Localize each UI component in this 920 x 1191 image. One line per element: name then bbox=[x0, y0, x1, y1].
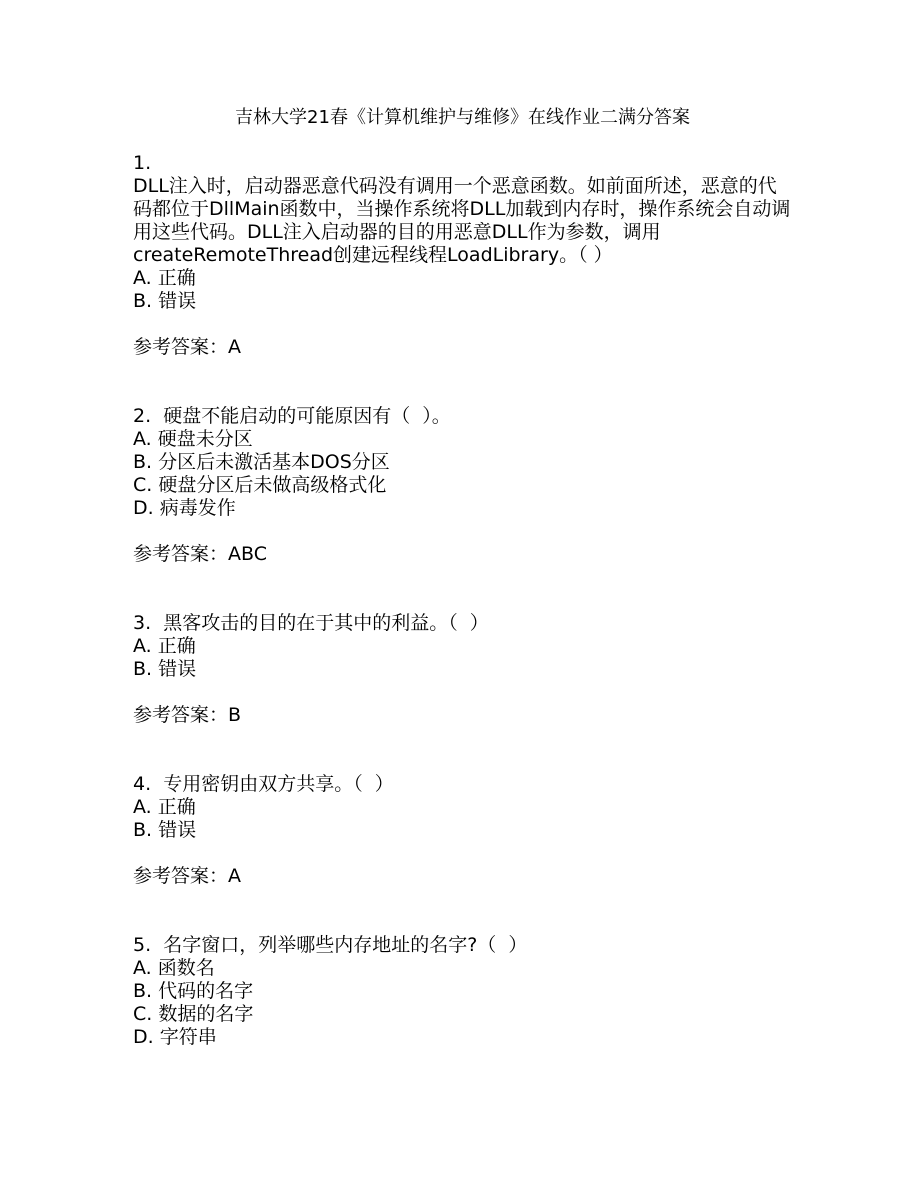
option-b: B. 代码的名字 bbox=[133, 980, 254, 1002]
question-number: 1. bbox=[133, 152, 152, 174]
answer-value: ABC bbox=[228, 543, 267, 565]
option-d: D. 病毒发作 bbox=[133, 497, 236, 519]
option-b: B. 错误 bbox=[133, 819, 197, 841]
answer-prefix: 参考答案： bbox=[133, 543, 229, 565]
question-block-4 bbox=[133, 773, 792, 888]
option-a: A. 硬盘未分区 bbox=[133, 428, 253, 450]
question-block-5 bbox=[133, 934, 792, 1049]
option-b: B. 错误 bbox=[133, 290, 197, 312]
answer-line bbox=[133, 336, 792, 359]
page-title: 吉林大学21春《计算机维护与维修》在线作业二满分答案 bbox=[235, 107, 690, 128]
question-stem: DLL注入时，启动器恶意代码没有调用一个恶意函数。如前面所述，恶意的代码都位于DllMain函数中，当操作系统将DLL加载到内存时，操作系统会自动调用这些代码。DLL注入启动器的目的用恶意DLL作为参数，调用createRemoteThread创建远程线程LoadLibrary。（ ） bbox=[133, 175, 791, 266]
question-block-2 bbox=[133, 405, 792, 566]
question-stem: 5. 名字窗口，列举哪些内存地址的名字?（ ） bbox=[133, 934, 528, 956]
question-stem: 2. 硬盘不能启动的可能原因有（ ）。 bbox=[133, 405, 451, 427]
option-d: D. 字符串 bbox=[133, 1026, 217, 1048]
answer-prefix: 参考答案： bbox=[133, 865, 229, 887]
option-c: C. 硬盘分区后未做高级格式化 bbox=[133, 474, 387, 496]
question-block-3 bbox=[133, 612, 792, 727]
answer-value: B bbox=[228, 704, 242, 726]
answer-value: A bbox=[228, 336, 242, 358]
answer-prefix: 参考答案： bbox=[133, 704, 229, 726]
option-b: B. 错误 bbox=[133, 658, 197, 680]
question-stem: 4. 专用密钥由双方共享。（ ） bbox=[133, 773, 394, 795]
option-a: A. 正确 bbox=[133, 635, 196, 657]
answer-line bbox=[133, 704, 792, 727]
option-a: A. 正确 bbox=[133, 267, 196, 289]
answer-prefix: 参考答案： bbox=[133, 336, 229, 358]
option-c: C. 数据的名字 bbox=[133, 1003, 254, 1025]
question-block-1 bbox=[133, 152, 792, 359]
answer-value: A bbox=[228, 865, 242, 887]
option-b: B. 分区后未激活基本DOS分区 bbox=[133, 451, 390, 473]
question-stem: 3. 黑客攻击的目的在于其中的利益。（ ） bbox=[133, 612, 489, 634]
option-a: A. 正确 bbox=[133, 796, 196, 818]
answer-line bbox=[133, 865, 792, 888]
option-a: A. 函数名 bbox=[133, 957, 215, 979]
answer-line bbox=[133, 543, 792, 566]
